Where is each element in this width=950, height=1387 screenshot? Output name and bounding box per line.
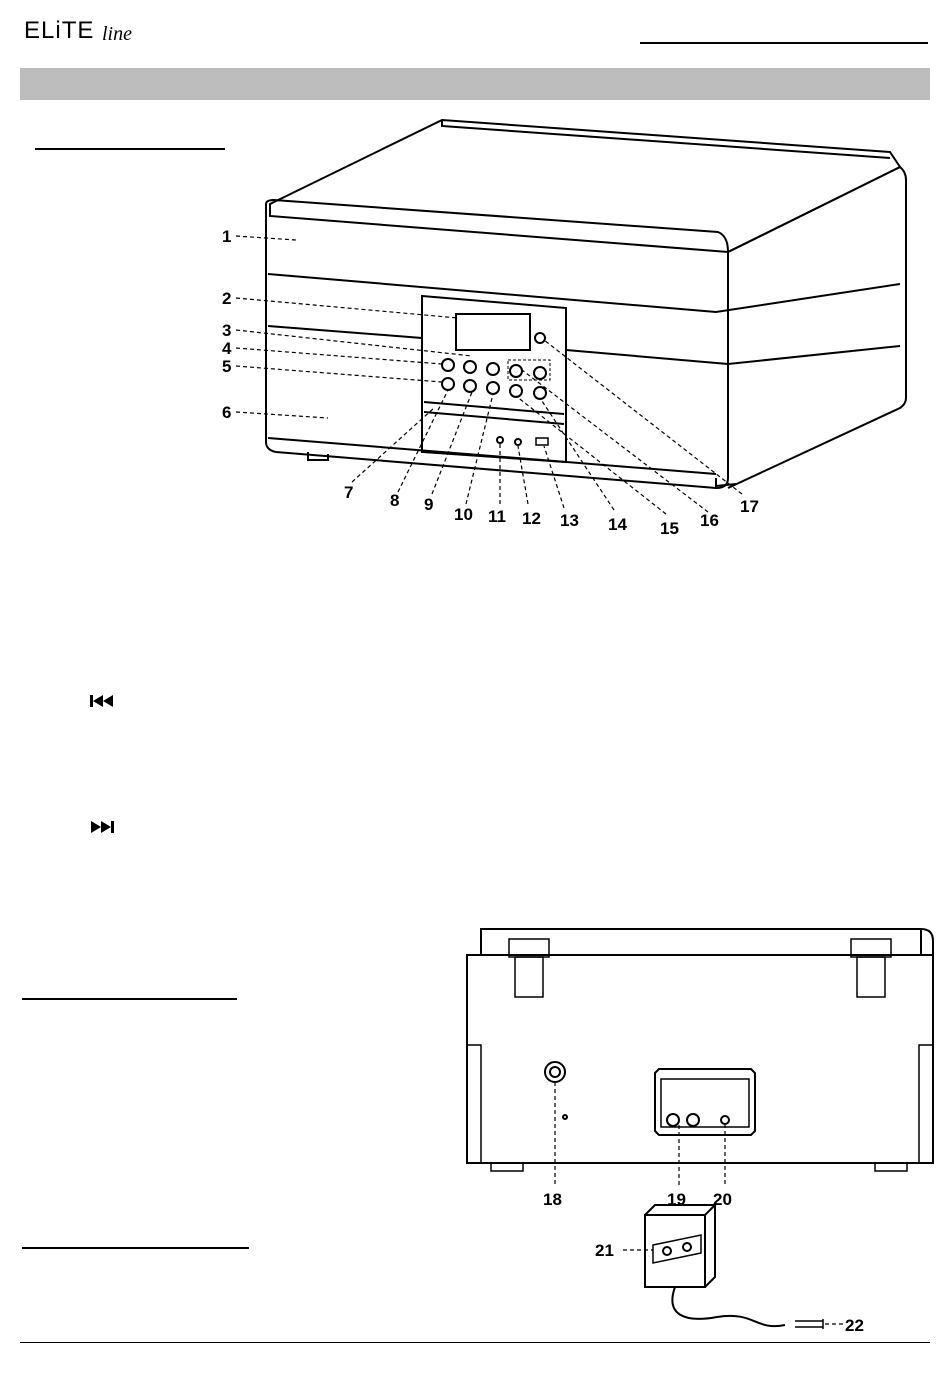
adapter-heading-rule xyxy=(22,1247,249,1249)
front-view-diagram xyxy=(210,112,910,542)
callout-20: 20 xyxy=(713,1190,732,1209)
callout-18: 18 xyxy=(543,1190,562,1209)
callout-8: 8 xyxy=(390,491,400,510)
brand-logo xyxy=(24,12,144,46)
rear-view-heading-rule xyxy=(22,998,237,1000)
skip-forward-icon xyxy=(88,818,116,836)
callout-4: 4 xyxy=(222,339,232,358)
callout-16: 16 xyxy=(700,511,719,530)
callout-9: 9 xyxy=(424,495,434,514)
callout-15: 15 xyxy=(660,519,679,538)
callout-12: 12 xyxy=(522,509,541,528)
svg-text:line: line xyxy=(102,23,132,45)
callout-3: 3 xyxy=(222,321,232,340)
callout-10: 10 xyxy=(454,505,473,524)
callout-22: 22 xyxy=(845,1316,864,1335)
callout-19: 19 xyxy=(667,1190,686,1209)
footer-rule xyxy=(20,1342,930,1343)
section-title-bar xyxy=(20,68,930,100)
callout-5: 5 xyxy=(222,357,232,376)
callout-13: 13 xyxy=(560,511,579,530)
header-rule xyxy=(640,42,928,44)
callout-17: 17 xyxy=(740,497,759,516)
rear-view-diagram xyxy=(455,915,935,1345)
callout-1: 1 xyxy=(222,227,232,246)
callout-7: 7 xyxy=(344,483,354,502)
svg-text:ELiTE: ELiTE xyxy=(24,17,95,44)
skip-back-icon xyxy=(88,692,116,710)
callout-11: 11 xyxy=(488,507,506,526)
callout-21: 21 xyxy=(595,1241,614,1260)
callout-6: 6 xyxy=(222,403,232,422)
callout-2: 2 xyxy=(222,289,232,308)
front-view-heading-rule xyxy=(35,148,225,150)
callout-14: 14 xyxy=(608,515,627,534)
